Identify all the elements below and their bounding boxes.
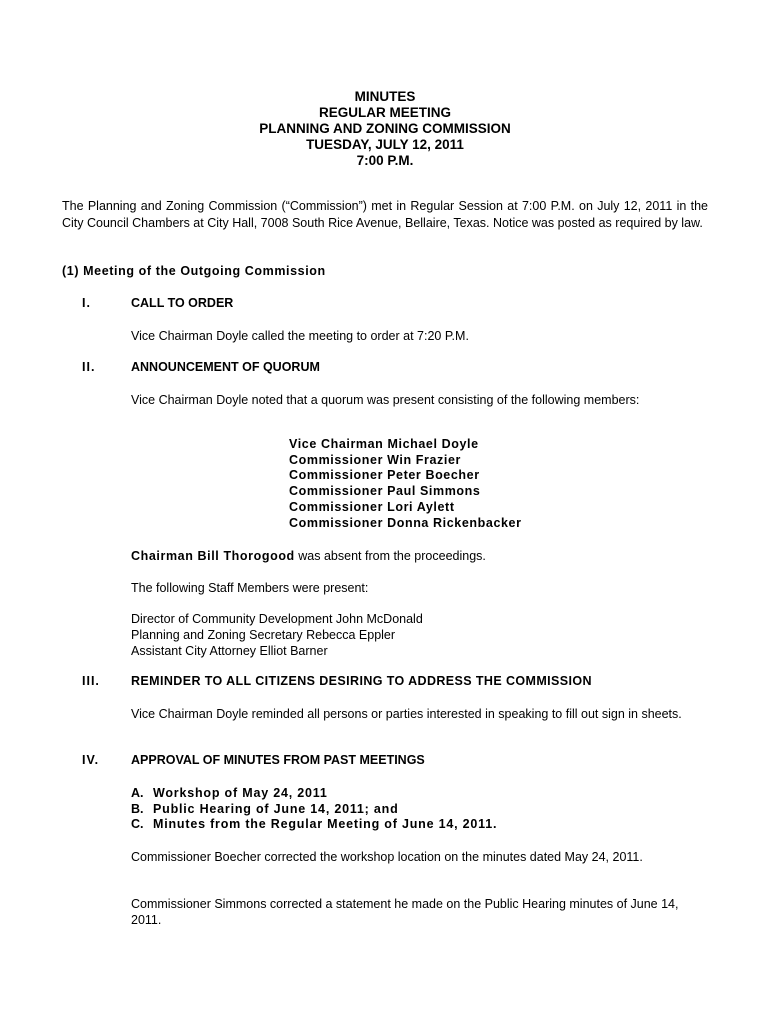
member-item: Commissioner Peter Boecher <box>289 468 480 483</box>
item-letter: C. <box>131 817 144 832</box>
title-line-minutes: MINUTES <box>354 89 416 104</box>
title-line-time: 7:00 P.M. <box>356 153 414 168</box>
absence-text: was absent from the proceedings. <box>294 549 486 563</box>
absence-note <box>131 548 486 565</box>
item-text: Minutes from the Regular Meeting of June 14, 2011. <box>153 817 498 832</box>
staff-item: Director of Community Development John McDonald <box>131 612 423 626</box>
item-text: Public Hearing of June 14, 2011; and <box>153 801 399 816</box>
staff-item: Assistant City Attorney Elliot Barner <box>131 644 328 658</box>
member-item: Commissioner Paul Simmons <box>289 484 481 499</box>
members-list <box>289 437 522 531</box>
minutes-item <box>131 786 497 802</box>
section-paragraph: Commissioner Boecher corrected the workshop location on the minutes dated May 24, 2011. <box>131 850 643 864</box>
member-item: Commissioner Win Frazier <box>289 452 461 467</box>
item-letter: B. <box>131 801 144 816</box>
item-text: Workshop of May 24, 2011 <box>153 786 328 800</box>
document-title <box>0 89 770 169</box>
section-heading-quorum: ANNOUNCEMENT OF QUORUM <box>131 360 320 374</box>
section-heading-reminder: REMINDER TO ALL CITIZENS DESIRING TO ADDRESS THE COMMISSION <box>131 674 592 688</box>
absent-member-name: Chairman Bill Thorogood <box>131 549 295 563</box>
staff-intro: The following Staff Members were present: <box>131 581 369 595</box>
title-line-date: TUESDAY, JULY 12, 2011 <box>306 137 464 152</box>
member-item: Commissioner Lori Aylett <box>289 499 455 514</box>
section-text: Vice Chairman Doyle called the meeting to order at 7:20 P.M. <box>131 329 469 343</box>
section-paragraph: Commissioner Simmons corrected a statement he made on the Public Hearing minutes of June 14, 2011. <box>131 897 679 927</box>
member-item: Vice Chairman Michael Doyle <box>289 437 479 451</box>
minutes-items-list <box>131 786 497 833</box>
section-heading-call-to-order: CALL TO ORDER <box>131 296 234 310</box>
staff-item: Planning and Zoning Secretary Rebecca Eppler <box>131 628 396 642</box>
title-line-commission: PLANNING AND ZONING COMMISSION <box>259 121 511 136</box>
section-number: III. <box>82 674 100 688</box>
intro-paragraph: The Planning and Zoning Commission (“Commission”) met in Regular Session at 7:00 P.M. on July 12, 2011 in the City Council Chambers at City Hall, 7008 South Rice Avenue, Bellaire, Texas. Notice was posted as required by law. <box>62 199 708 230</box>
item-letter: A. <box>131 786 144 800</box>
staff-list <box>131 611 423 659</box>
section-number: II. <box>82 360 96 374</box>
part-heading: (1) Meeting of the Outgoing Commission <box>62 264 326 278</box>
section-number: I. <box>82 296 91 310</box>
section-text: Vice Chairman Doyle noted that a quorum was present consisting of the following members: <box>131 393 640 407</box>
section-text: Vice Chairman Doyle reminded all persons or parties interested in speaking to fill out sign in sheets. <box>131 707 682 721</box>
minutes-item <box>131 817 497 833</box>
title-line-meeting-type: REGULAR MEETING <box>318 105 451 120</box>
minutes-item <box>131 802 497 818</box>
section-heading-approval-of-minutes: APPROVAL OF MINUTES FROM PAST MEETINGS <box>131 753 425 767</box>
section-number: IV. <box>82 753 100 767</box>
member-item: Commissioner Donna Rickenbacker <box>289 515 522 530</box>
